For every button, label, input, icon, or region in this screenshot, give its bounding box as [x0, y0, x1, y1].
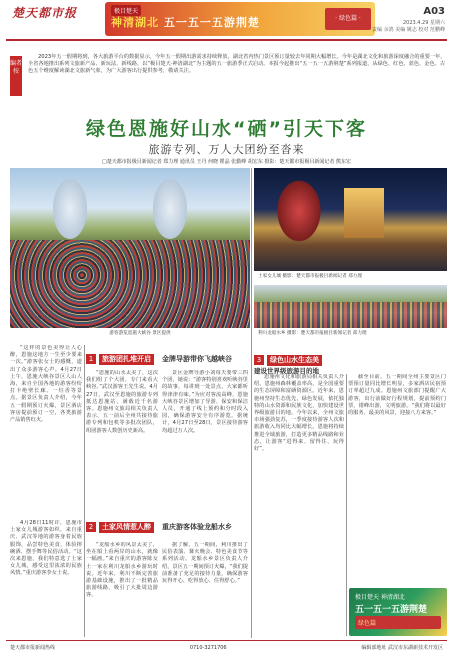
- section-subtitle: 建设世界级旅游目的地: [254, 367, 319, 375]
- photo-lantern-tree: [274, 176, 324, 246]
- banner-title-b: 五一五一五游荆楚: [163, 16, 260, 29]
- section-number: 2: [86, 522, 96, 532]
- series-promo-box: [349, 588, 447, 636]
- article-column: 景区金牌导游小刘每天要带三四个团，她说：“游客特别喜欢听峡谷里的故事，每讲到一处景点，大家都听得津津有味。”为应对客流高峰，恩施大峡谷景区增加了导游、保安和保洁人员，开通了线上预约和分时段入园，确保游客安全有序游览。据统计，4月27日至28日，景区接待游客均超过万人次。: [162, 370, 248, 434]
- header-rule: [6, 39, 447, 41]
- issue-editors: 责编 余鸽 美编 姚志 校对 范鹏峰: [372, 27, 445, 33]
- article-column: “恩施的山水太美了，这次我们组了个大团，专门来看大峡谷。”武汉游客王先生说。4月27日，武汉至恩施的旅游专列抵达恩施站，满载近千名游客。恩施州文旅局相关负责人表示，五一前后全州共接待旅游专列和包机等多批次团队，组团游客人数创历史新高。: [86, 370, 158, 434]
- footer-left: 楚天都市报新闻热线: [10, 645, 56, 651]
- footer-right: 编辑部地址 武汉市东湖新技术开发区: [361, 645, 443, 651]
- article-column: “这样的景色美得让人心醉，恩施这地方一生至少要来一次。”游客张女士的感慨，道出了众多游客心声。4月27日上午，恩施大峡谷景区人山人海，来自全国各地的游客纷纷打卡绝壁长廊、一炷香等景点。据景区负责人介绍，今年五一假期预订火爆，景区酒店客房提前预订一空，各类旅游产品销售红火。: [10, 345, 82, 424]
- byline: □楚天都市报极目新闻记者 郑力理 通讯员 王丹 何晓 瞿晶 张勤峰 胡宏东 摄影：楚天都市报极目新闻记者 熊东宏: [101, 159, 352, 165]
- column-divider: [251, 168, 252, 638]
- section-title: 土家风情惹人醉: [99, 522, 154, 533]
- photo-building: [344, 188, 384, 238]
- photo-tree-shape: [50, 174, 90, 244]
- series-banner: [105, 2, 375, 36]
- photo-people: [254, 302, 447, 328]
- main-headline: 绿色恩施好山水“硒”引天下客: [86, 118, 367, 140]
- footer-phone: 0710-3271706: [189, 644, 227, 651]
- banner-title-a: 神清湖北: [111, 16, 159, 29]
- promo-title: 五一五一五游荆楚: [355, 605, 428, 615]
- page-footer: [6, 640, 447, 654]
- photo-grand-canyon: [10, 168, 250, 328]
- section-heading: [254, 354, 322, 375]
- section-number: 1: [86, 354, 96, 364]
- banner-section-label: · 绿色篇 ·: [325, 8, 371, 30]
- article-column: 4月28日11时许，恩施市土家女儿城游客如织，来自重庆、武汉等地的游客身着民族服饰，品尝特色美食，体验摔碗酒、摆手舞等民俗活动。“这次来恩施，我们特意选了土家女儿城，感受这里浓浓的民族风情。”重庆游客李女士说。: [10, 520, 82, 577]
- section-number: 3: [254, 355, 264, 365]
- article-column: 截至目前，五一期间全州主要景区门票预订量同比增长明显，多家酒店民宿预订率超过九成。恩施州文旅部门提醒广大游客，出行前做好行程规划，提前预约门票，错峰出游，文明旅游。“我们将以最好的服务、最美的风景，迎接八方来客。”: [348, 374, 446, 417]
- section-title: 绿色山水生态美: [267, 355, 322, 366]
- photo-caption: 利川龙船水乡 摄影：楚天都市报极目新闻记者 郑力理: [258, 331, 367, 336]
- photo-tujia-city: [254, 168, 447, 271]
- section-heading: [86, 521, 232, 533]
- editor-note-text: 2023年五一假期将到，各大旅游平台的数据显示，今年五一假期出游需求持续释放，湖北省内热门景区预订量较去年同期大幅增长。今年是湖北文化和旅游深度融合的重要一年，全省各地推出系列文旅新产品、新玩法、新线路，以“极目楚天·神清湖北”为主题的五一旅游季正式启动。本报今起推出“五一五一五游荆楚”系列报道，从绿色、红色、蓝色、金色、古色五个维度解读湖北文旅新气象，为广大游客出行提供参考，敬请关注。: [28, 54, 446, 75]
- photo-lichuan-water: [254, 285, 447, 328]
- page-header: [0, 0, 453, 52]
- banner-tag: 极目楚天: [111, 5, 141, 16]
- section-heading: [86, 353, 232, 365]
- banner-title: [111, 14, 260, 30]
- section-subtitle: 金牌导游带你飞越峡谷: [162, 355, 232, 363]
- article-column: 据了解，五一期间，利川推出了民俗表演、篝火晚会、特色美食节等系列活动。龙船水乡景区负责人介绍，景区五一期间预订火爆，“我们提前准备了充足的接待力量，确保游客玩得开心、吃得放心、住得舒心。”: [162, 542, 248, 585]
- photo-caption: 游客游览恩施大峡谷 景区提供: [109, 331, 171, 336]
- section-title: 旅游团扎堆开启: [99, 354, 154, 365]
- column-divider: [346, 374, 347, 636]
- photo-crowd: [10, 240, 250, 328]
- article-column: 恩施州文化和旅游局相关负责人介绍，恩施州森林覆盖率高，是全国重要的生态屏障和富硒资源区。近年来，恩施州坚持生态优先、绿色发展，依托独特的山水资源和民族文化，加快建设世界级旅游目的地。今年以来，全州文旅市场强劲复苏，一季度接待游客人次和旅游收入均同比大幅增长。恩施将持续推进全域旅游，打造更多精品线路和业态，让游客“进得来、留得住、玩得好”。: [254, 374, 344, 453]
- issue-info: [372, 20, 445, 34]
- photo-tree-shape: [150, 174, 190, 244]
- promo-tag: 绿色篇: [355, 616, 441, 629]
- page-number: A03: [423, 6, 445, 17]
- article-column: “龙船水乡的风景太美了，坐在船上看两岸的山水，就像一幅画。”来自重庆的游客陈女士一家在利川龙船水乡游玩时说。近年来，利川不断完善旅游基础设施，推出了一批精品旅游线路，吸引了大批周边游客。: [86, 542, 158, 599]
- masthead-logo: 楚天都市报: [12, 6, 78, 20]
- issue-date: 2023.4.29 星期六: [402, 20, 445, 26]
- editor-note-tag: 编者按: [10, 56, 22, 96]
- sub-headline: 旅游专列、万人大团纷至沓来: [148, 143, 305, 156]
- section-subtitle: 重庆游客体验龙船水乡: [162, 523, 232, 531]
- promo-line: 极目楚天 神清湖北: [355, 594, 405, 601]
- column-divider: [84, 345, 85, 637]
- photo-caption: 土家女儿城 摄影：楚天都市报极目新闻记者 郑力理: [258, 274, 362, 279]
